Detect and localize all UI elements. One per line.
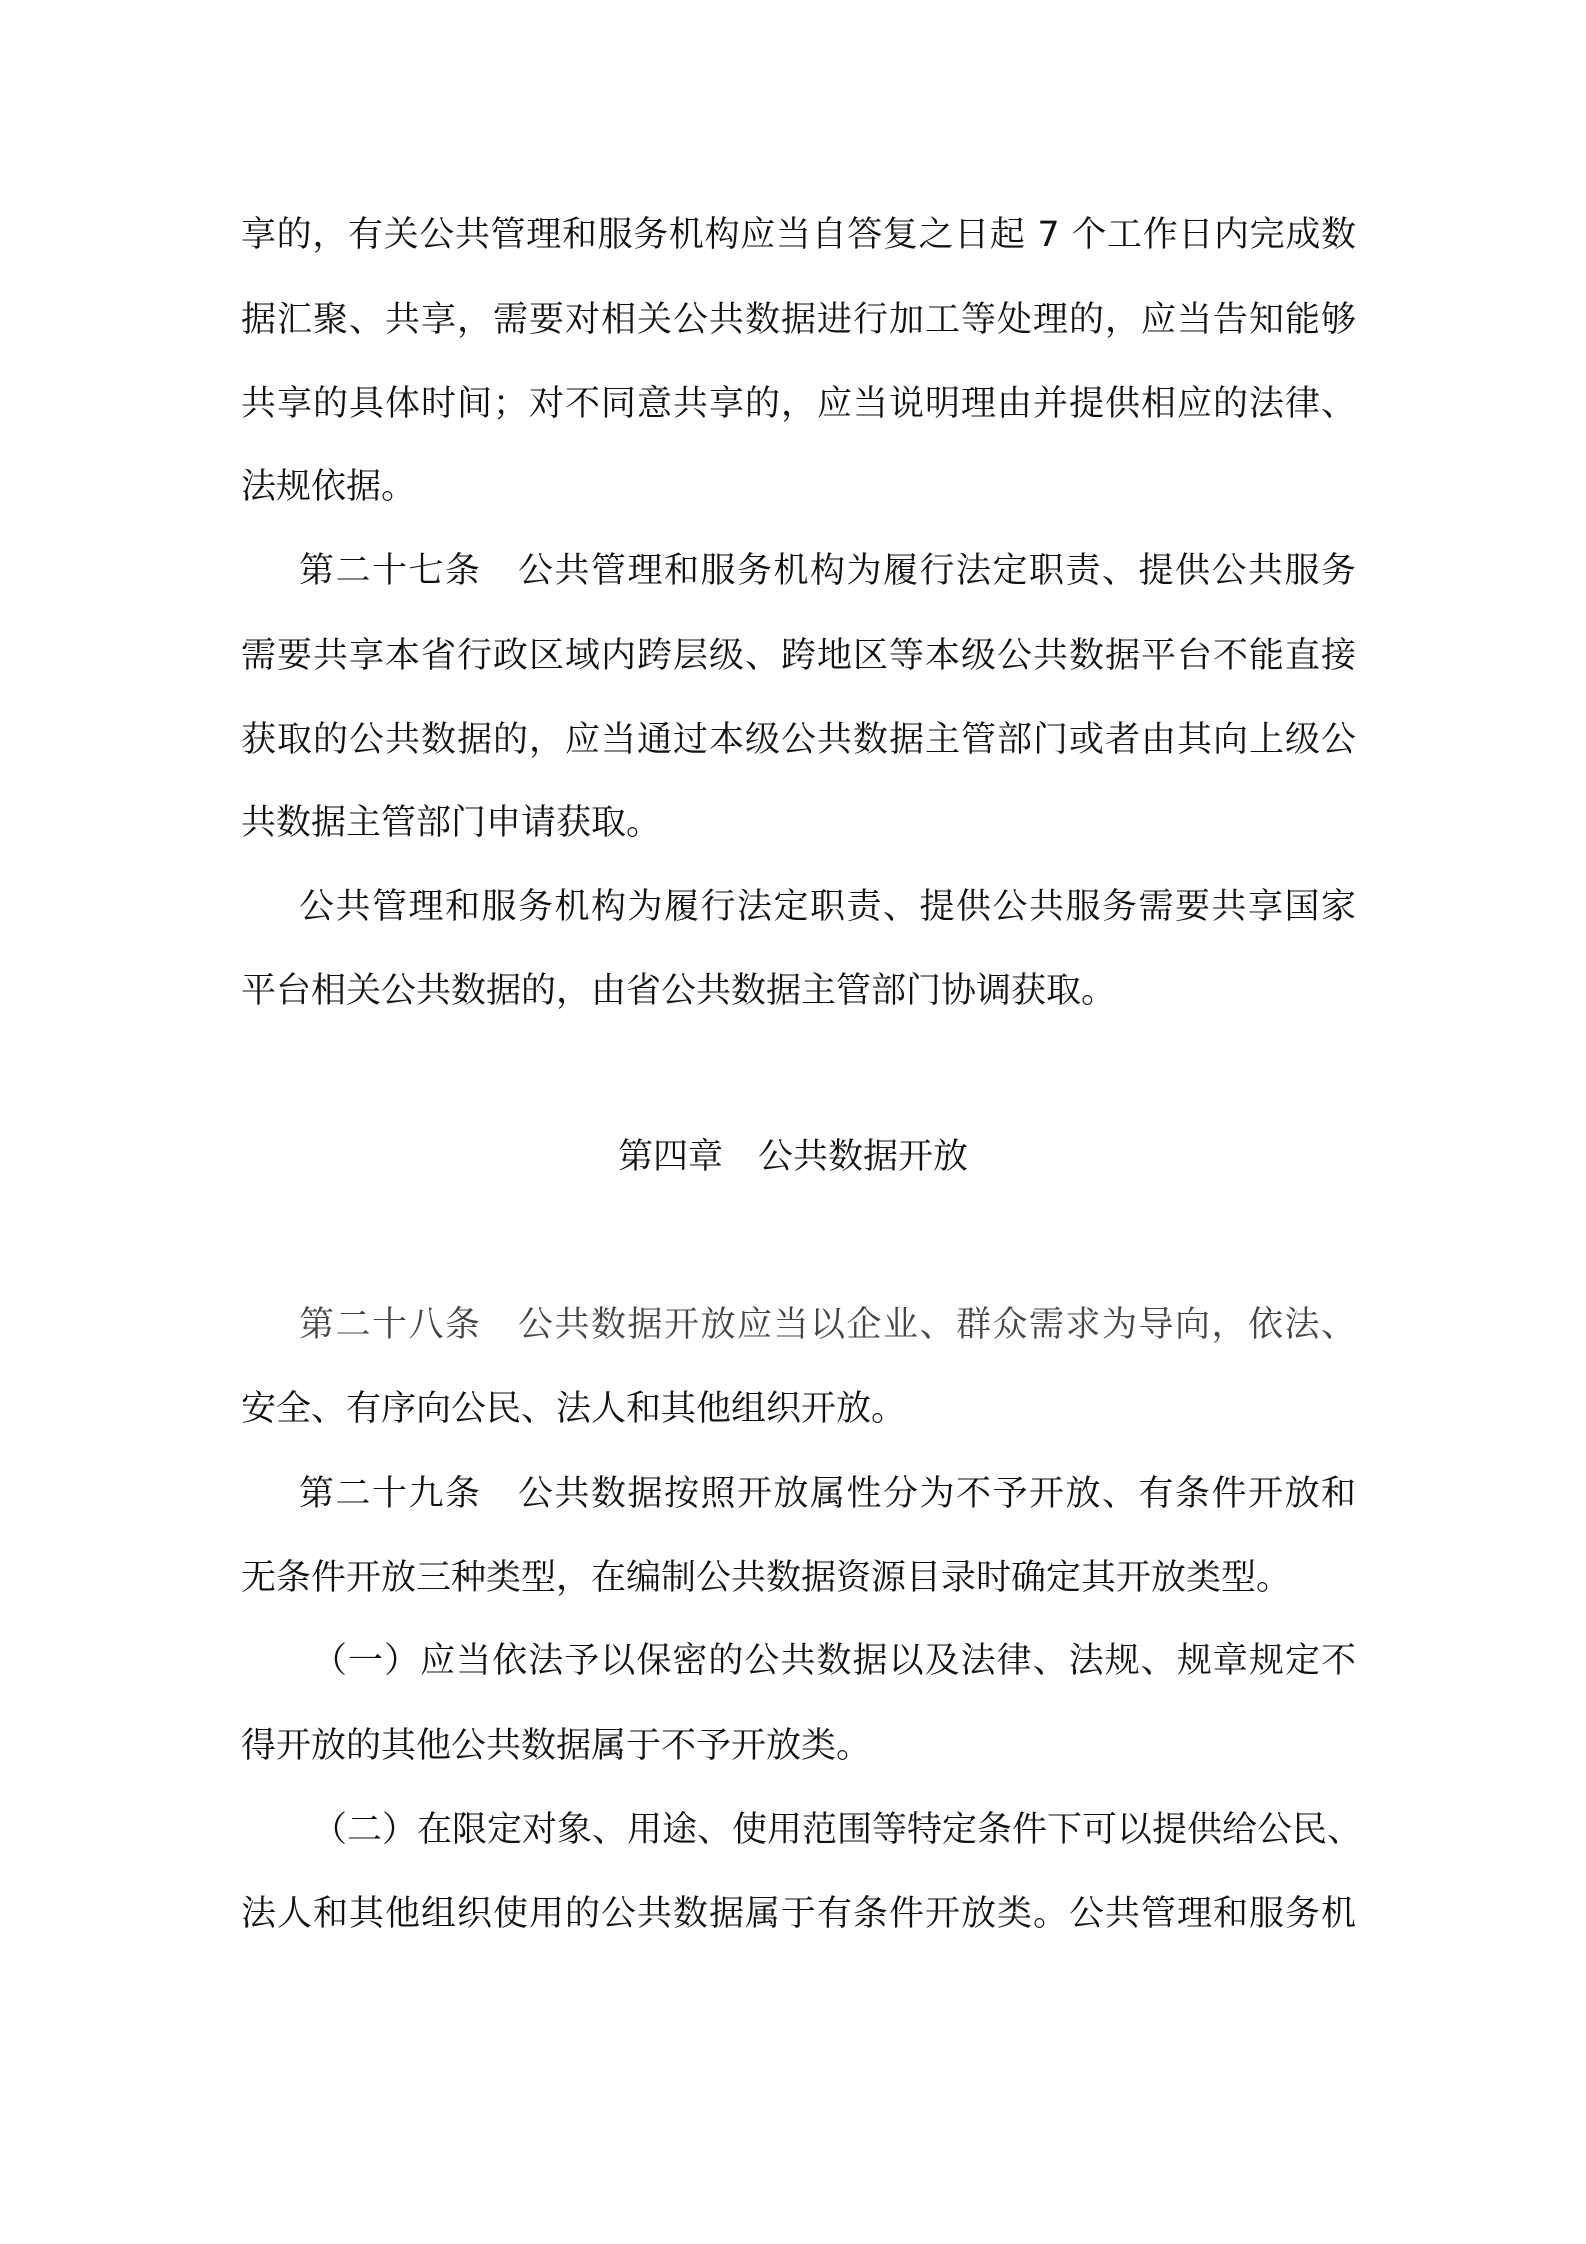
text-line: 获取的公共数据的，应当通过本级公共数据主管部门或者由其向上级公 bbox=[241, 720, 1356, 760]
text-line: 享的，有关公共管理和服务机构应当自答复之日起 7 个工作日内完成数 bbox=[241, 215, 1356, 255]
text-line: 安全、有序向公民、法人和其他组织开放。 bbox=[241, 1389, 907, 1429]
text-line: 无条件开放三种类型，在编制公共数据资源目录时确定其开放类型。 bbox=[241, 1558, 1292, 1598]
article-29-heading-line: 第二十九条 公共数据按照开放属性分为不予开放、有条件开放和 bbox=[299, 1474, 1356, 1514]
article-27-heading-line: 第二十七条 公共管理和服务机构为履行法定职责、提供公共服务 bbox=[299, 551, 1356, 591]
text-line: 需要共享本省行政区域内跨层级、跨地区等本级公共数据平台不能直接 bbox=[241, 636, 1356, 676]
list-item-2-line: （二）在限定对象、用途、使用范围等特定条件下可以提供给公民、 bbox=[312, 1810, 1363, 1850]
list-item-1-line: （一）应当依法予以保密的公共数据以及法律、法规、规章规定不 bbox=[312, 1641, 1356, 1681]
text-line: 共数据主管部门申请获取。 bbox=[241, 803, 662, 843]
chapter-title: 第四章 公共数据开放 bbox=[617, 1137, 968, 1177]
article-28-heading-line: 第二十八条 公共数据开放应当以企业、群众需求为导向，依法、 bbox=[299, 1305, 1356, 1345]
text-line: 共享的具体时间；对不同意共享的，应当说明理由并提供相应的法律、 bbox=[241, 384, 1356, 424]
text-line: 法人和其他组织使用的公共数据属于有条件开放类。公共管理和服务机 bbox=[241, 1894, 1356, 1934]
text-line: 得开放的其他公共数据属于不予开放类。 bbox=[241, 1726, 872, 1766]
text-line: 平台相关公共数据的，由省公共数据主管部门协调获取。 bbox=[241, 971, 1117, 1011]
text-line: 法规依据。 bbox=[241, 467, 417, 507]
text-line: 公共管理和服务机构为履行法定职责、提供公共服务需要共享国家 bbox=[299, 887, 1356, 927]
text-line: 据汇聚、共享，需要对相关公共数据进行加工等处理的，应当告知能够 bbox=[241, 300, 1356, 340]
